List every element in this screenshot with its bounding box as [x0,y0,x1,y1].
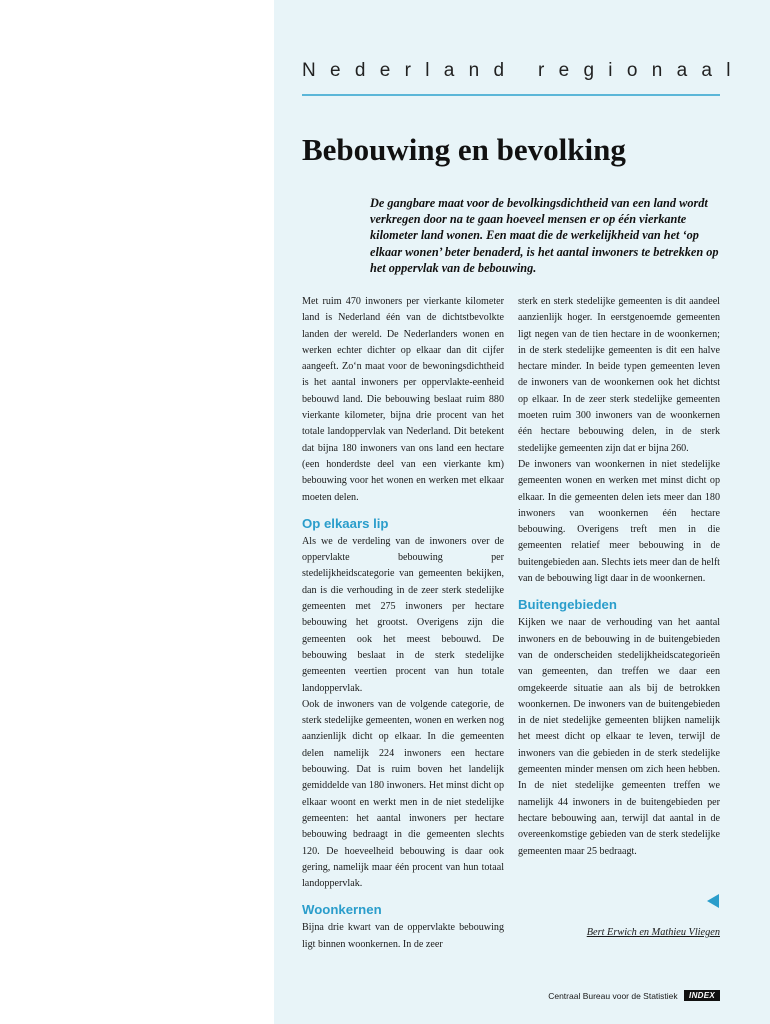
paragraph: De inwoners van woonkernen in niet stedelijke gemeenten wonen en werken met minst dicht op elkaar. In die gemeenten delen iets meer dan 180 inwoners van woonkernen één hectare bebouwing. Overigens treft men in die gemeenten relatief meer bebouwing in de buitengebieden aan. Slechts iets meer dan de helft van de bebouwing ligt daar in de woonkernen. [518,458,720,585]
author-byline: Bert Erwich en Mathieu Vliegen [586,927,720,938]
subheading-buitengebieden: Buitengebieden [518,597,617,613]
paragraph: Bijna drie kwart van de oppervlakte bebouwing ligt binnen woonkernen. In de zeer [302,922,504,950]
article-intro: De gangbare maat voor de bevolkingsdichtheid van een land wordt verkregen door na te gaan hoeveel mensen er op één vierkante kilometer land wonen. Een maat die de werkelijkheid van het ‘op elkaar wonen’ beter benaderd, is het aantal inwoners te betrekken op het oppervlak van de bebouwing. [370,196,719,275]
right-column [518,294,720,860]
section-title: Nederland regionaal [302,60,745,81]
page-margin [0,0,274,1024]
header-rule [302,94,720,96]
left-column [302,294,504,953]
paragraph: Als we de verdeling van de inwoners over de oppervlakte bebouwing per stedelijkheidscategorie van gemeenten bekijken, dan is die verhouding in de zeer sterk stedelijke gemeenten met 275 inwoners per hectare bebouwing het grootst. Overigens zijn die gemeenten ook het meest bebouwd. De bebouwing beslaat in de sterk stedelijke gemeenten veertien procent van hun totale landoppervlak. [302,535,504,694]
page-footer [520,990,720,1001]
paragraph: Kijken we naar de verhouding van het aantal inwoners en de bebouwing in de buitengebieden van de onderscheiden stedelijkheidscategorieën van gemeenten, dan treffen we daar een omgekeerde situatie aan als bij de betrokken woonkernen. De inwoners van de buitengebieden in de niet stedelijke gemeenten blijken namelijk het meest dicht op elkaar te leven, terwijl de inwoners van die gebieden in de sterk stedelijke gemeenten minder mensen om zich heen hebben. In de niet stedelijke gemeenten treffen we namelijk 44 inwoners in de buitengebieden per hectare bebouwing aan, terwijl dat aantal in de overeenkomstige gebieden van de sterk stedelijke gemeenten maar 25 bedraagt. [518,617,720,857]
article-title: Bebouwing en bevolking [302,132,626,167]
paragraph: sterk en sterk stedelijke gemeenten is dit aandeel aanzienlijk hoger. In eerstgenoemde gemeenten ligt negen van de tien hectare in de woonkernen; in de sterk stedelijke gemeenten is dit een halve hectare minder. In beide typen gemeenten leven de inwoners van de woonkernen ook het dichtst op elkaar. In de zeer sterk stedelijke gemeenten moeten ruim 300 inwoners van de woonkernen één hectare bebouwing delen, in de sterk stedelijke gemeenten zijn dat er bijna 260. [518,296,720,454]
subheading-op-elkaars-lip: Op elkaars lip [302,515,389,531]
paragraph: Met ruim 470 inwoners per vierkante kilometer land is Nederland één van de dichtstbevolkte landen der wereld. De Nederlanders wonen en werken echter dichter op elkaar dan dit cijfer aangeeft. Zo‘n maat voor de bewoningsdichtheid is het aantal inwoners per oppervlakte-eenheid bebouwd land. Die bebouwing beslaat ruim 880 vierkante kilometer, bijna drie procent van het totale landoppervlak van Nederland. Dit betekent dat bijna 180 inwoners van ons land een hectare (een honderdste deel van een vierkante km) bebouwing voor het wonen en werken met elkaar moeten delen. [302,296,504,503]
subheading-woonkernen: Woonkernen [302,902,382,918]
paragraph: Ook de inwoners van de volgende categorie, de sterk stedelijke gemeenten, wonen en werken nog aanzienlijk dicht op elkaar. In die gemeenten delen namelijk 224 inwoners een hectare bebouwing. Dat is ruim boven het landelijk gemiddelde van 180 inwoners. Het minst dicht op elkaar woont en werkt men in de niet stedelijke gemeenten: het aantal inwoners per hectare bebouwing bedraagt in die gemeenten slechts 120. De hoeveelheid bebouwing is daar ook gering, namelijk maar één procent van hun totaal landoppervlak. [302,698,504,890]
footer-organisation: Centraal Bureau voor de Statistiek [548,990,678,1001]
index-link[interactable]: INDEX [684,990,720,1001]
end-of-article-arrow-icon [707,894,719,908]
